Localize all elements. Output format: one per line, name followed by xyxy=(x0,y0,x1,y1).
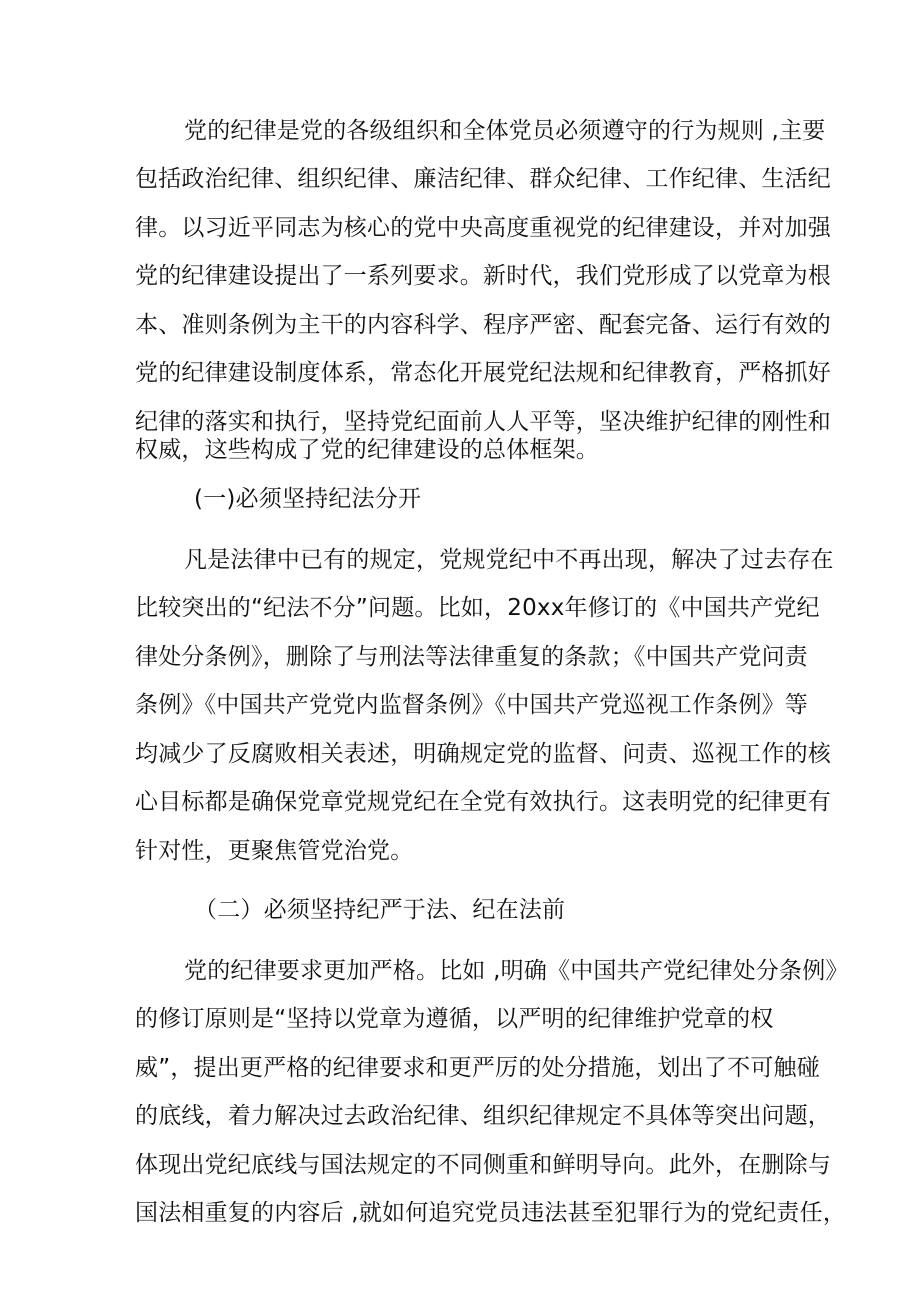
section-heading-2: （二）必须坚持纪严于法、纪在法前 xyxy=(194,897,566,923)
paragraph-line: 国法相重复的内容后 ,就如何追究党员违法甚至犯罪行为的党纪责任， xyxy=(135,1200,847,1226)
paragraph-line: 的底线，着力解决过去政治纪律、组织纪律规定不具体等突出问题， xyxy=(135,1103,831,1129)
paragraph-line: 包括政治纪律、组织纪律、廉洁纪律、群众纪律、工作纪律、生活纪 xyxy=(135,166,831,192)
paragraph-line: 律处分条例》，删除了与刑法等法律重复的条款；《中国共产党问责 xyxy=(135,644,808,670)
paragraph-line: 本、准则条例为主干的内容科学、程序严密、配套完备、运行有效的 xyxy=(135,312,831,338)
paragraph-line: 比较突出的“纪法不分”问题。比如，20xx年修订的《中国共产党纪 xyxy=(135,595,820,621)
paragraph-line: 党的纪律要求更加严格。比如 ,明确《中国共产党纪律处分条例》 xyxy=(184,958,849,984)
paragraph-line: 凡是法律中已有的规定，党规党纪中不再出现，解决了过去存在 xyxy=(184,547,834,573)
paragraph-line: 党的纪律是党的各级组织和全体党员必须遵守的行为规则 ,主要 xyxy=(184,118,826,144)
paragraph-line: 纪律的落实和执行，坚持党纪面前人人平等，坚决维护纪律的刚性和 xyxy=(135,409,831,435)
paragraph-line: 律。以习近平同志为核心的党中央高度重视党的纪律建设，并对加强 xyxy=(135,215,831,241)
paragraph-line: 针对性，更聚焦管党治党。 xyxy=(135,838,414,864)
paragraph-line: 权威，这些构成了党的纪律建设的总体框架。 xyxy=(135,437,599,463)
paragraph-line: 的修订原则是“坚持以党章为遵循，以严明的纪律维护党章的权 xyxy=(135,1006,774,1032)
paragraph-line: 党的纪律建设制度体系，常态化开展党纪法规和纪律教育，严格抓好 xyxy=(135,360,831,386)
paragraph-line: 心目标都是确保党章党规党纪在全党有效执行。这表明党的纪律更有 xyxy=(135,789,831,815)
section-heading-1: (一)必须坚持纪法分开 xyxy=(194,486,422,512)
paragraph-line: 党的纪律建设提出了一系列要求。新时代，我们党形成了以党章为根 xyxy=(135,263,831,289)
paragraph-line: 体现出党纪底线与国法规定的不同侧重和鲜明导向。此外，在删除与 xyxy=(135,1152,831,1178)
paragraph-line: 均减少了反腐败相关表述，明确规定党的监督、问责、巡视工作的核 xyxy=(135,741,831,767)
paragraph-line: 条例》《中国共产党党内监督条例》《中国共产党巡视工作条例》等 xyxy=(135,692,808,718)
paragraph-line: 威”，提出更严格的纪律要求和更严厉的处分措施，划出了不可触碰 xyxy=(135,1055,820,1081)
